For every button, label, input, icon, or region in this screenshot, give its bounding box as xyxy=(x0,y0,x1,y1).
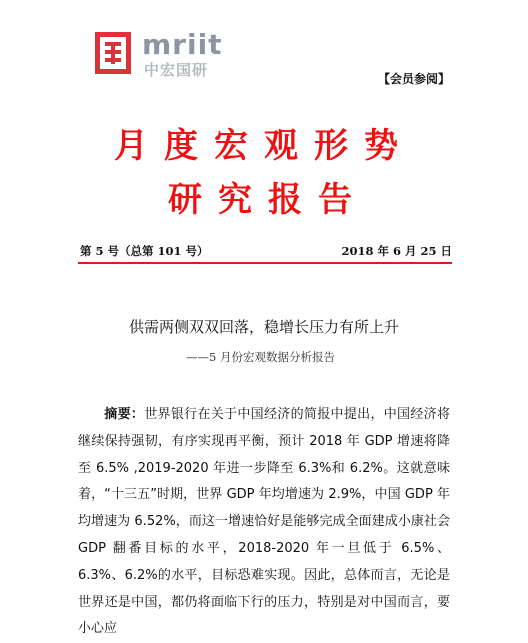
article-subtitle: ——5 月份宏观数据分析报告 xyxy=(186,350,335,364)
meta-row xyxy=(80,240,452,260)
abstract-text: 世界银行在关于中国经济的简报中提出，中国经济将继续保持强韧，有序实现再平衡，预计 2018 年 GDP 增速将降至 6.5% ,2019-2020 年进一步降至 6.3%和 6.2%。这就意味着，“十三五”时期，世界 GDP 年均增速为 2.9%，中国 GDP 年均增速为 6.52%，而这一增速恰好是能够完成全面建成小康社会 GDP 翻番目标的水平，2018-2020 年一旦低于 6.5%、6.3%、6.2%的水平，目标恐难实现。因此，总体而言，无论是世界还是中国，都仍将面临下行的压力，特别是对中国而言，要小心应 xyxy=(78,407,450,637)
report-title-line1: 月度宏观形势 xyxy=(114,126,414,166)
issue-number: 第 5 号（总第 101 号） xyxy=(80,244,209,258)
abstract-label: 摘要： xyxy=(104,407,145,422)
member-tag: 【会员参阅】 xyxy=(377,72,450,86)
mriit-logo-mark-icon xyxy=(92,30,134,76)
report-date: 2018 年 6 月 25 日 xyxy=(341,244,452,258)
abstract-paragraph xyxy=(78,402,450,643)
abstract-body xyxy=(78,402,450,643)
mriit-logo xyxy=(92,30,242,78)
logo-name-en: mriit xyxy=(142,28,223,61)
logo-name-cn: 中宏国研 xyxy=(144,61,209,79)
article-headline: 供需两侧双双回落，稳增长压力有所上升 xyxy=(128,318,399,336)
report-title-line2: 研究报告 xyxy=(168,180,368,220)
header-divider xyxy=(78,262,452,264)
